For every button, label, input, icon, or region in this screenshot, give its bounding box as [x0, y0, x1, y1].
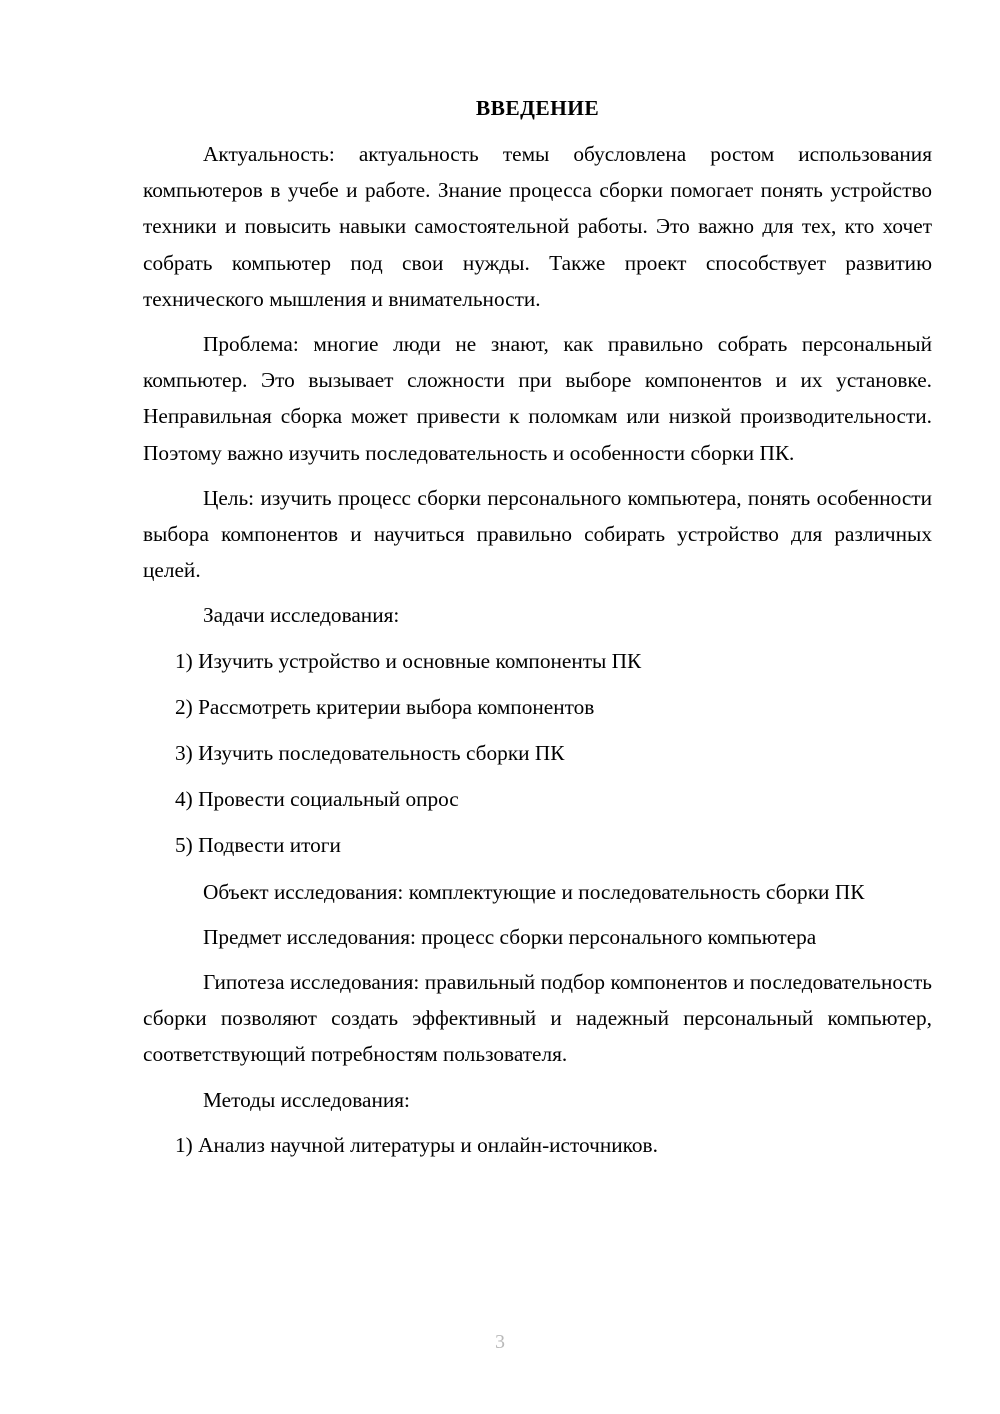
page-number: 3 [495, 1331, 505, 1353]
paragraph-problem: Проблема: многие люди не знают, как правильно собрать персональный компьютер. Это вызывает сложности при выборе компонентов и их установке. Неправильная сборка может привести к поломкам или низкой производительности. Поэтому важно изучить последовательность и особенности сборки ПК. [143, 332, 932, 465]
list-item: 5) Подвести итоги [175, 833, 341, 858]
document-body [143, 90, 932, 1173]
paragraph-subject: Предмет исследования: процесс сборки персонального компьютера [203, 924, 817, 949]
heading-methods: Методы исследования: [203, 1087, 410, 1112]
list-item: 3) Изучить последовательность сборки ПК [175, 741, 565, 766]
methods-list [143, 1127, 932, 1163]
page-title: ВВЕДЕНИЕ [475, 96, 600, 120]
heading-tasks: Задачи исследования: [203, 603, 400, 628]
list-item: 4) Провести социальный опрос [175, 787, 459, 812]
tasks-list [143, 643, 932, 864]
list-item: 1) Изучить устройство и основные компоненты ПК [175, 648, 642, 673]
list-item: 1) Анализ научной литературы и онлайн-источников. [175, 1132, 658, 1157]
paragraph-hypothesis: Гипотеза исследования: правильный подбор компонентов и последовательность сборки позволяют создать эффективный и надежный персональный компьютер, соответствующий потребностям пользователя. [143, 970, 932, 1067]
paragraph-goal: Цель: изучить процесс сборки персонального компьютера, понять особенности выбора компонентов и научиться правильно собирать устройство для различных целей. [143, 485, 932, 583]
paragraph-object: Объект исследования: комплектующие и последовательность сборки ПК [203, 879, 865, 904]
paragraph-relevance: Актуальность: актуальность темы обусловлена ростом использования компьютеров в учебе и работе. Знание процесса сборки помогает понять устройство техники и повысить навыки самостоятельной работы. Это важно для тех, кто хочет собрать компьютер под свои нужды. Также проект способствует развитию технического мышления и внимательности. [143, 142, 932, 311]
list-item: 2) Рассмотреть критерии выбора компонентов [175, 694, 595, 719]
